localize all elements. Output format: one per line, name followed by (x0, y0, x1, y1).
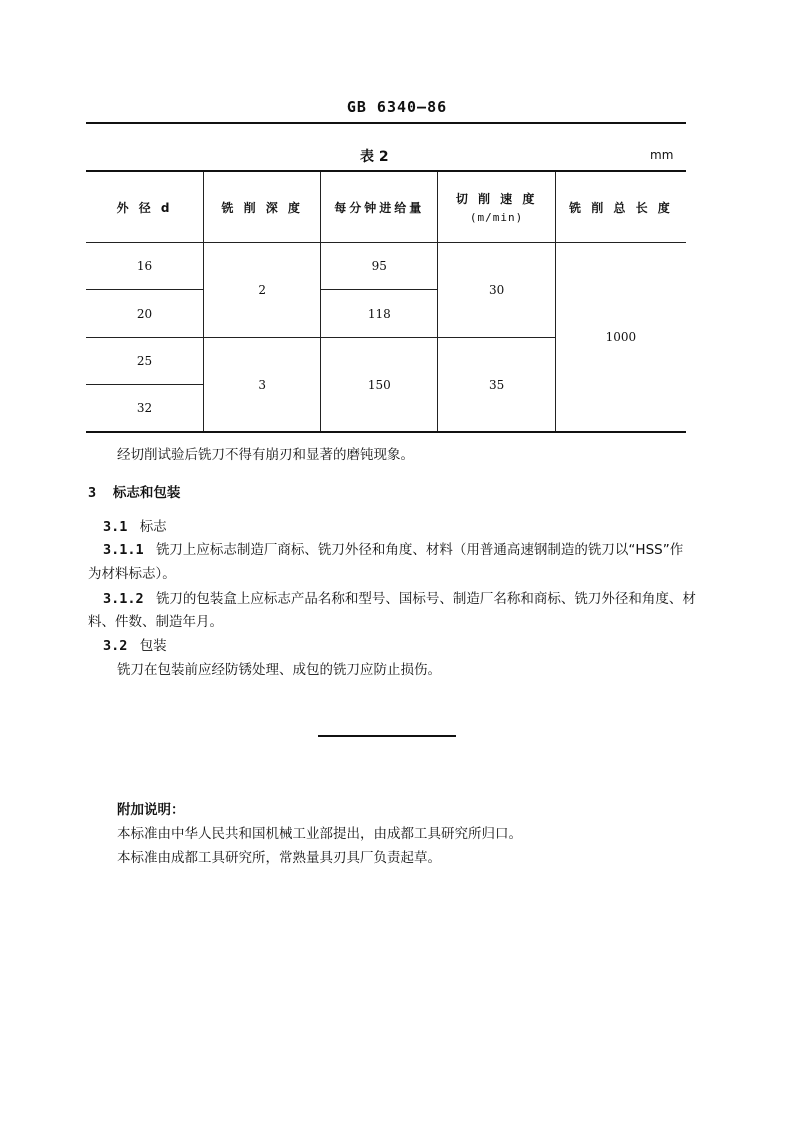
header-total-length: 铣 削 总 长 度 (555, 171, 686, 243)
cell-total-length: 1000 (555, 243, 686, 433)
table-unit: mm (650, 148, 674, 162)
cell-feed: 95 (321, 243, 438, 290)
appendix-title: 附加说明： (117, 802, 185, 818)
section-number: 3.1.2 (103, 591, 144, 607)
spec-table (86, 170, 686, 433)
section-text: 铣刀上应标志制造厂商标、铣刀外径和角度、材料（用普通高速钢制造的铣刀以“HSS”作 (155, 542, 684, 558)
section-3-1-1-line1 (103, 539, 683, 561)
cell-diameter: 20 (86, 290, 204, 338)
cell-feed: 118 (321, 290, 438, 338)
section-3-1-2-line2: 料、件数、制造年月。 (88, 614, 223, 630)
cell-depth: 2 (204, 243, 321, 338)
section-text: 铣刀的包装盒上应标志产品名称和型号、国标号、制造厂名称和商标、铣刀外径和角度、材 (155, 591, 696, 607)
section-3-2-heading (103, 635, 167, 657)
cell-diameter: 16 (86, 243, 204, 290)
end-rule (318, 735, 456, 737)
cell-speed: 30 (438, 243, 555, 338)
appendix-line-1: 本标准由中华人民共和国机械工业部提出，由成都工具研究所归口。 (117, 826, 522, 842)
section-number: 3.2 (103, 638, 128, 654)
header-feed: 每分钟进给量 (321, 171, 438, 243)
cell-depth: 3 (204, 338, 321, 433)
table-row (86, 243, 686, 290)
table-header-row (86, 171, 686, 243)
header-depth: 铣 削 深 度 (204, 171, 321, 243)
section-number: 3 (88, 485, 97, 501)
header-diameter: 外 径 d (86, 171, 204, 243)
section-3-1-heading (103, 516, 167, 538)
section-title: 包装 (139, 638, 167, 654)
appendix-line-2: 本标准由成都工具研究所，常熟量具刃具厂负责起草。 (117, 850, 441, 866)
cell-feed: 150 (321, 338, 438, 433)
section-3-1-1-line2: 为材料标志）。 (88, 566, 176, 582)
header-speed-label: 切 削 速 度 (455, 192, 538, 206)
section-number: 3.1.1 (103, 542, 144, 558)
section-3-1-2-line1 (103, 588, 696, 610)
section-number: 3.1 (103, 519, 128, 535)
table-caption: 表 2 (360, 149, 389, 165)
header-rule (86, 122, 686, 124)
section-title: 标志 (139, 519, 167, 535)
header-speed-unit: (m/min) (469, 211, 524, 224)
header-speed (438, 171, 555, 243)
cell-speed: 35 (438, 338, 555, 433)
note-after-table: 经切削试验后铣刀不得有崩刃和显著的磨钝现象。 (117, 447, 414, 463)
section-title: 标志和包装 (112, 485, 181, 501)
page-header-code: GB 6340—86 (346, 98, 448, 116)
section-3-2-text: 铣刀在包装前应经防锈处理、成包的铣刀应防止损伤。 (117, 662, 441, 678)
cell-diameter: 32 (86, 385, 204, 433)
cell-diameter: 25 (86, 338, 204, 385)
section-3-heading (88, 482, 180, 504)
